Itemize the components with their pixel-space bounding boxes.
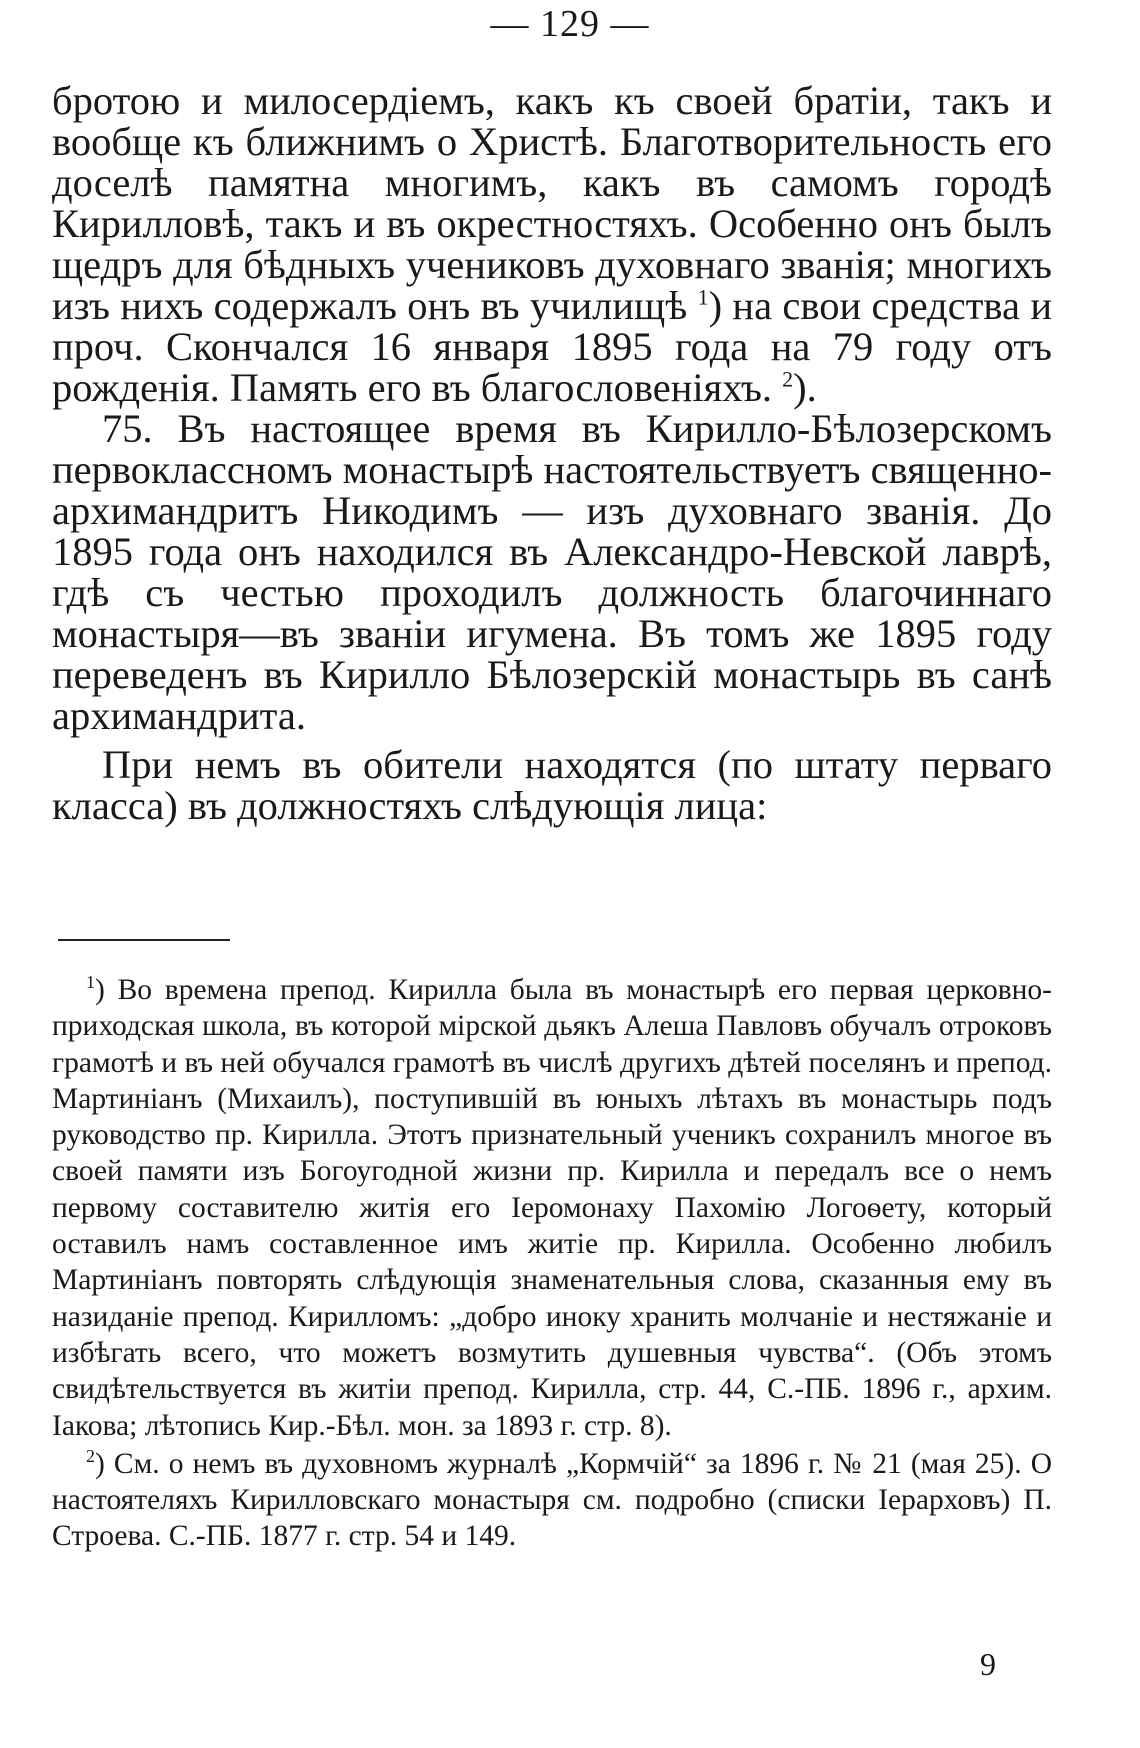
footnote-1 — [52, 972, 1052, 1444]
footnotes — [52, 972, 1052, 1555]
footnote-ref-1: 1 — [697, 284, 709, 310]
paragraph-2: 75. Въ настоящее время въ Кирилло-Бѣлозерскомъ первоклассномъ монастырѣ настоятельствуетъ священно-архимандритъ Никодимъ — изъ духовнаго званія. До 1895 года онъ находился въ Александро-Невской лаврѣ, гдѣ съ честью проходилъ должность благочиннаго монастыря—въ званіи игумена. Въ томъ же 1895 году переведенъ въ Кирилло Бѣлозерскій монастырь въ санѣ архимандрита. — [52, 406, 1053, 738]
footnote-2-text: ) См. о немъ въ духовномъ журналѣ „Кормчій“ за 1896 г. № 21 (мая 25). О настоятеляхъ Кирилловскаго монастыря см. подробно (списки Іерарховъ) П. Строева. С.-ПБ. 1877 г. стр. 54 и 149. — [52, 1447, 1052, 1553]
paragraph-1-continuation: ) на свои средства и проч. Скончался 16 января 1895 года на 79 году отъ рожденія. Память его въ благословеніяхъ. — [52, 283, 1052, 410]
page-number: — 129 — — [490, 3, 650, 45]
footnote-1-text: ) Во времена препод. Кирилла была въ монастырѣ его первая церковно-приходская школа, въ которой мірской дьякъ Алеша Павловъ обучалъ отроковъ грамотѣ и въ ней обучался грамотѣ въ числѣ другихъ дѣтей поселянъ и препод. Мартиніанъ (Михаилъ), поступившій въ юныхъ лѣтахъ въ монастырь подъ руководство пр. Кирилла. Этотъ признательный ученикъ сохранилъ многое въ своей памяти изъ Богоугодной жизни пр. Кирилла и передалъ все о немъ первому составителю житія его Іеромонаху Пахомію Логоѳету, который оставилъ намъ составленное имъ житіе пр. Кирилла. Особенно любилъ Мартиніанъ повторять слѣдующія знаменательныя слова, сказанныя ему въ назиданіе препод. Кирилломъ: „добро иноку хранить молчаніе и нестяжаніе и избѣгать всего, что можетъ возмутить душевныя чувства“. (Объ этомъ свидѣтельствуется въ житіи препод. Кирилла, стр. 44, С.-ПБ. 1896 г., архим. Іакова; лѣтопись Кир.-Бѣл. мон. за 1893 г. стр. 8). — [52, 974, 1052, 1442]
footnote-2 — [52, 1446, 1052, 1555]
paragraph-3: При немъ въ обители находятся (по штату перваго класса) въ должностяхъ слѣдующія лица: — [52, 742, 1052, 828]
footnote-ref-2: 2 — [782, 366, 794, 392]
footnote-1-mark: 1 — [86, 972, 95, 993]
signature-mark: 9 — [980, 1646, 996, 1682]
footnote-2-mark: 2 — [86, 1446, 95, 1467]
main-text — [52, 80, 1052, 826]
paragraph-1-end: ). — [793, 365, 817, 410]
paragraph-1-text: бротою и милосердіемъ, какъ къ своей братіи, такъ и вообще къ ближнимъ о Христѣ. Благотворительность его доселѣ памятна многимъ, какъ въ самомъ городѣ Кирилловѣ, такъ и въ окрестностяхъ. Особенно онъ былъ щедръ для бѣдныхъ учениковъ духовнаго званія; многихъ изъ нихъ содержалъ онъ въ училищѣ — [52, 78, 1052, 328]
footnote-divider — [58, 939, 230, 941]
paragraph-1 — [52, 80, 1052, 408]
